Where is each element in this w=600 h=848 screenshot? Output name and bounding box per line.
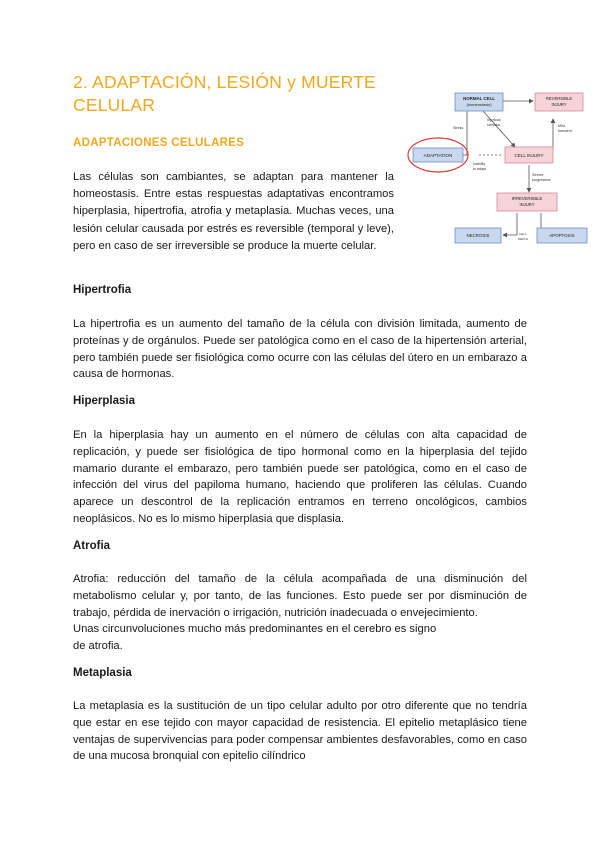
necrosis-box xyxy=(455,228,501,243)
necrosis-label: NECROSIS xyxy=(466,233,490,238)
severe-line2: progressive xyxy=(532,178,551,182)
injurious-line1: Injurious xyxy=(487,118,501,122)
stress-label: Stress xyxy=(453,126,464,130)
paragraph-hipertrofia: La hipertrofia es un aumento del tamaño de la célula con división limitada, aumento de proteínas y de orgánulos. Puede ser patológica como en el caso de la hipertensión arterial, pero también puede ser fisiológica como ocurre con las células del útero en un embarazo a causa de hormonas. xyxy=(73,318,527,381)
cell-injury-box xyxy=(505,147,553,163)
reversible-injury-box xyxy=(535,93,583,111)
normal-cell-box xyxy=(455,93,503,111)
page-title: 2. ADAPTACIÓN, LESIÓN y MUERTE CELULAR xyxy=(73,72,376,115)
reversible-line2: INJURY xyxy=(551,102,567,107)
apoptosis-box xyxy=(537,228,587,243)
mild-line1: Mild, xyxy=(558,124,566,128)
inability-line1: Inability xyxy=(473,162,486,166)
paragraph-hiperplasia: En la hiperplasia hay un aumento en el número de células con alta capacidad de replicación, y puede ser fisiológica de tipo hormonal como en la hiperplasia del tejido mamario durante el embarazo, pero también puede ser patológica, como en el caso de infección del virus del papiloma humano, haciendo que proliferen las células. Cuando aparece un descontrol de la replicación entramos en terreno oncológicos, cambios neoplásicos. No es lo mismo hiperplasia que displasia. xyxy=(73,429,527,525)
cell-injury-diagram xyxy=(405,85,600,260)
irreversible-line1: IRREVERSIBLE xyxy=(511,196,543,201)
paragraph-atrofia: Atrofia: reducción del tamaño de la célula acompañada de una disminución del metabolismo celular y, por tanto, de las funciones. Esto puede ser por disminución de trabajo, pérdida de inervación o irrigación, nutrición inadecuada o envejecimiento. xyxy=(73,573,527,619)
paragraph-metaplasia: La metaplasia es la sustitución de un tipo celular adulto por otro diferente que no tendría que estar en ese tejido con mayor capacidad de resistencia. El epitelio metaplásico tiene ventajas de supervivencias para poder compensar ambientes desfavorables, como en caso de una mucosa bronquial con epitelio cilíndrico xyxy=(73,700,527,763)
paragraph-atrofia-line2: Unas circunvoluciones mucho más predominantes en el cerebro es signo xyxy=(73,623,437,635)
irreversible-injury-box xyxy=(497,193,557,211)
irreversible-line2: INJURY xyxy=(519,202,535,207)
heading-hiperplasia: Hiperplasia xyxy=(73,395,135,407)
heading-hipertrofia: Hipertrofia xyxy=(73,284,132,296)
reversible-line1: REVERSIBLE xyxy=(545,96,573,101)
diagram-annotations xyxy=(453,118,575,241)
injurious-line2: stimulus xyxy=(487,123,501,127)
normal-cell-line2: (homeostasis) xyxy=(466,102,492,107)
normal-cell-line1: NORMAL CELL xyxy=(463,96,495,101)
cell-death-line1: CELL xyxy=(519,232,527,236)
section-subtitle: ADAPTACIONES CELULARES xyxy=(73,137,245,149)
apoptosis-label: APOPTOSIS xyxy=(549,233,575,238)
severe-line1: Severe, xyxy=(532,173,545,177)
inability-line2: to adapt xyxy=(473,167,486,171)
paragraph-atrofia-line3: de atrofia. xyxy=(73,640,123,652)
adaptation-box xyxy=(408,138,468,172)
cell-death-line2: DEATH xyxy=(518,237,528,241)
heading-atrofia: Atrofia xyxy=(73,540,111,552)
cell-injury-label: CELL INJURY xyxy=(514,153,544,158)
adaptation-label: ADAPTATION xyxy=(423,153,453,158)
mild-line2: transient xyxy=(558,129,572,133)
heading-metaplasia: Metaplasia xyxy=(73,667,132,679)
intro-paragraph: Las células son cambiantes, se adaptan para mantener la homeostasis. Entre estas respuestas adaptativas encontramos hiperplasia, hipertrofia, atrofia y metaplasia. Muchas veces, una lesión celular causada por estrés es reversible (temporal y leve), pero en caso de ser irreversible se produce la muerte celular. xyxy=(73,171,394,252)
